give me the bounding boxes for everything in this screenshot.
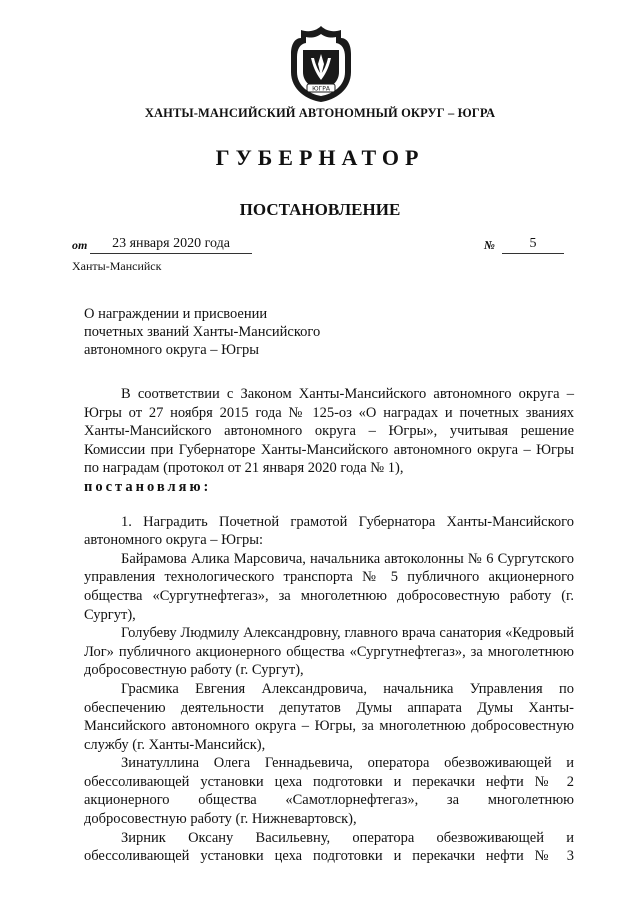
subject-line: автономного округа – Югры <box>84 342 260 358</box>
region-title: ХАНТЫ-МАНСИЙСКИЙ АВТОНОМНЫЙ ОКРУГ – ЮГРА <box>144 106 496 120</box>
document-type: ПОСТАНОВЛЕНИЕ <box>239 200 401 219</box>
paragraph-person: Грасмика Евгения Александровича, начальника Управления по обеспечению деятельности депутатов Думы аппарата Думы Ханты-Мансийского автономного округа – Югры, за многолетнюю добросовестную службу (г. Ханты-Мансийск), <box>84 680 574 753</box>
paragraph-preamble <box>84 385 574 497</box>
number-prefix: № <box>484 238 495 252</box>
preamble-text: В соответствии с Законом Ханты-Мансийского автономного округа – Югры от 27 ноября 2015 года № 125-оз «О наградах и почетных званиях Ханты-Мансийского автономного округа – Югры», учитывая решение Комиссии при Губернаторе Ханты-Мансийского автономного округа – Югры по наградам (протокол от 21 января 2020 года № 1), <box>84 386 574 477</box>
document-body <box>84 385 574 866</box>
date-prefix: от <box>72 238 88 252</box>
city: Ханты-Мансийск <box>72 259 162 273</box>
document-subject <box>84 305 384 359</box>
paragraph-person: Байрамова Алика Марсовича, начальника автоколонны № 6 Сургутского управления технологического транспорта № 5 публичного акционерного общества «Сургутнефтегаз», за многолетнюю добросовестную работу (г. Сургут), <box>84 550 574 623</box>
paragraph-person: Голубеву Людмилу Александровну, главного врача санатория «Кедровый Лог» публичного акционерного общества «Сургутнефтегаз», за многолетнюю добросовестную работу (г. Сургут), <box>84 625 574 679</box>
subject-line: О награждении и присвоении <box>84 306 268 322</box>
document-number: 5 <box>502 236 564 254</box>
svg-text:ЮГРА: ЮГРА <box>312 85 330 93</box>
paragraph-person: Зинатуллина Олега Геннадьевича, оператора обезвоживающей и обессоливающей установки цеха подготовки и перекачки нефти № 2 акционерного общества «Самотлорнефтегаз», за многолетнюю добросовестную работу (г. Нижневартовск), <box>84 755 574 828</box>
paragraph-item-1: 1. Наградить Почетной грамотой Губернатора Ханты-Мансийского автономного округа – Югры: <box>84 513 574 549</box>
date-number-row <box>72 236 572 256</box>
resolve-word: постановляю: <box>84 478 212 495</box>
document-date: 23 января 2020 года <box>90 236 252 254</box>
authority-title: ГУБЕРНАТОР <box>215 145 425 170</box>
coat-of-arms-icon <box>285 24 357 104</box>
paragraph-person: Зирник Оксану Васильевну, оператора обезвоживающей и обессоливающей установки цеха подготовки и перекачки нефти № 3 <box>84 829 574 865</box>
subject-line: почетных званий Ханты-Мансийского <box>84 324 321 340</box>
